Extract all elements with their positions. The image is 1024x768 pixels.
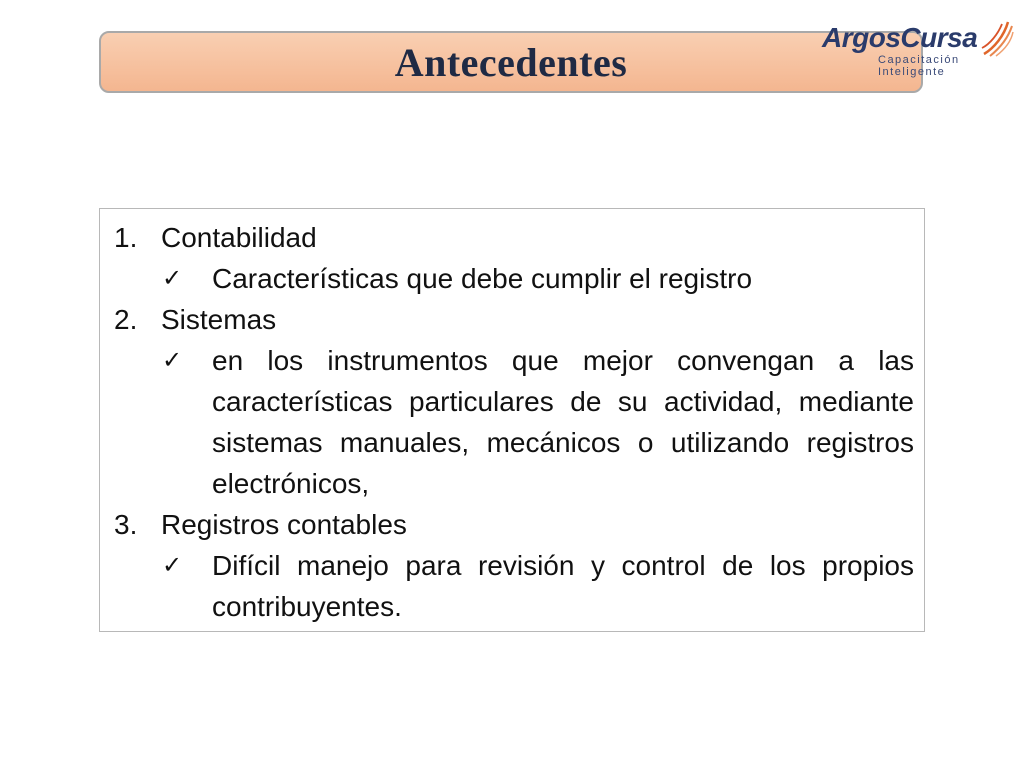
list-label: Sistemas <box>161 304 277 335</box>
list-number: 1. <box>114 222 138 253</box>
list-label: Contabilidad <box>161 222 317 253</box>
logo-tagline-1: Capacitación <box>878 54 960 66</box>
logo-word-cursa: Cursa <box>900 22 978 53</box>
bullet-text: Características que debe cumplir el registro <box>212 263 753 294</box>
logo-tagline-2: Inteligente <box>878 66 946 78</box>
logo-swoosh-icon <box>980 18 1014 58</box>
slide-title: Antecedentes <box>394 39 628 85</box>
check-icon: ✓ <box>162 265 183 292</box>
list-number: 2. <box>114 304 138 335</box>
list-number: 3. <box>114 509 138 540</box>
check-icon: ✓ <box>162 347 183 374</box>
list-label: Registros contables <box>161 509 407 540</box>
argoscursa-logo <box>822 14 1012 78</box>
bullet-text: en los instrumentos que mejor convengan a las características particulares de su actividad, mediante sistemas manuales, mecánicos o utilizando registros electrónicos, <box>212 345 914 499</box>
logo-wordmark <box>822 22 977 54</box>
content-box <box>99 208 925 632</box>
bullet-text: Difícil manejo para revisión y control de los propios contribuyentes. <box>212 550 914 622</box>
logo-word-argos: Argos <box>822 22 901 53</box>
title-bar <box>99 31 923 93</box>
check-icon: ✓ <box>162 552 183 579</box>
